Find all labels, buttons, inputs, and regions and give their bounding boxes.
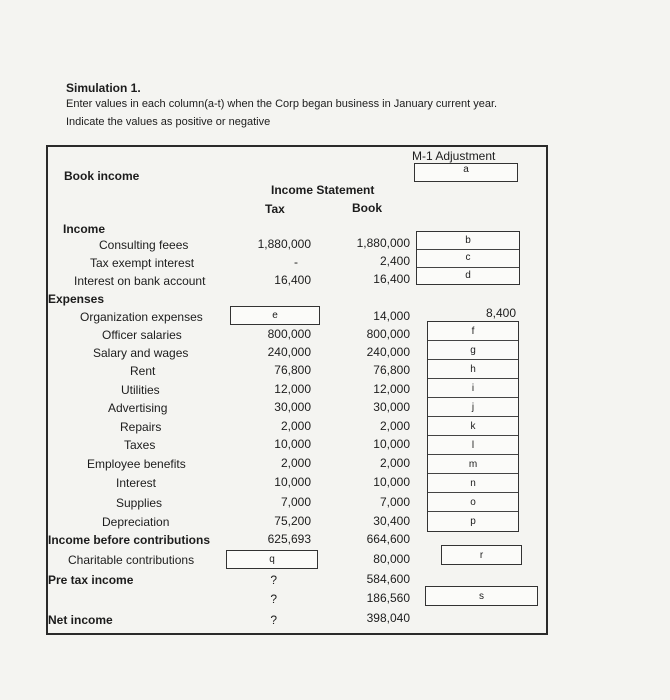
m1-box-r-letter: r [479, 549, 484, 561]
book-charitable: 80,000 [373, 552, 410, 566]
m1-organization-adjustment: 8,400 [485, 306, 516, 320]
income-section-label: Income [63, 222, 106, 236]
book-rent: 76,800 [373, 363, 410, 377]
income-statement-header: Income Statement [271, 183, 375, 197]
tax-depreciation: 75,200 [274, 514, 311, 528]
tax-taxes: 10,000 [274, 437, 311, 451]
m1-box-p[interactable]: p [470, 516, 476, 527]
tax-income-before-contributions: 625,693 [267, 532, 311, 546]
tax-column-header: Tax [265, 202, 285, 216]
instruction-line-1: Enter values in each column(a-t) when the Corp began business in January current year. [66, 98, 498, 110]
book-net-income: 398,040 [366, 611, 410, 625]
tax-employee-benefits: 2,000 [280, 456, 311, 470]
book-supplies: 7,000 [379, 495, 410, 509]
row-label-pre-tax-income: Pre tax income [48, 573, 134, 587]
m1-box-g[interactable]: g [470, 345, 476, 356]
tax-repairs: 2,000 [280, 419, 311, 433]
book-consulting: 1,880,000 [356, 236, 410, 250]
m1-box-f[interactable]: f [471, 326, 475, 337]
row-label-supplies: Supplies [116, 496, 163, 510]
book-interest: 10,000 [373, 475, 410, 489]
tax-pre-tax-income: ? [270, 573, 277, 587]
book-organization: 14,000 [373, 309, 410, 323]
row-label-repairs: Repairs [120, 420, 162, 434]
expenses-section-label: Expenses [48, 292, 105, 306]
tax-officer-salaries: 800,000 [267, 327, 311, 341]
row-label-utilities: Utilities [121, 383, 160, 397]
m1-adjustment-header: M-1 Adjustment [412, 149, 496, 163]
m1-box-m[interactable]: m [468, 459, 478, 470]
m1-box-i[interactable]: i [471, 383, 475, 394]
tax-supplies: 7,000 [280, 495, 311, 509]
m1-box-j[interactable]: j [471, 402, 475, 413]
m1-box-b[interactable]: b [465, 235, 471, 247]
row-label-depreciation: Depreciation [102, 515, 170, 529]
m1-box-k[interactable]: k [470, 421, 476, 432]
tax-organization-letter: e [272, 310, 278, 321]
m1-box-o[interactable]: o [470, 497, 476, 508]
book-employee-benefits: 2,000 [379, 456, 410, 470]
tax-bank-interest: 16,400 [274, 273, 311, 287]
book-bank-interest: 16,400 [373, 272, 410, 286]
book-depreciation: 30,400 [373, 514, 410, 528]
tax-tax-exempt: - [294, 255, 298, 269]
row-label-income-before-contributions: Income before contributions [48, 533, 211, 547]
m1-box-a-letter: a [463, 164, 469, 175]
book-income-before-contributions: 664,600 [366, 532, 410, 546]
m1-box-c[interactable]: c [465, 252, 471, 264]
m1-box-s[interactable] [425, 586, 538, 606]
row-label-net-income: Net income [48, 613, 113, 627]
tax-advertising: 30,000 [274, 400, 311, 414]
tax-interest: 10,000 [274, 475, 311, 489]
simulation-title: Simulation 1. [66, 81, 141, 95]
tax-income-tax: ? [270, 592, 277, 606]
book-advertising: 30,000 [373, 400, 410, 414]
book-pre-tax-income: 584,600 [366, 572, 410, 586]
row-label-taxes: Taxes [124, 438, 156, 452]
m1-box-r[interactable] [441, 545, 522, 565]
row-label-charitable: Charitable contributions [68, 553, 195, 567]
row-label-consulting: Consulting feees [99, 238, 189, 252]
row-label-salary-wages: Salary and wages [93, 346, 189, 360]
row-label-bank-interest: Interest on bank account [74, 274, 206, 288]
tax-consulting: 1,880,000 [257, 237, 311, 251]
tax-rent: 76,800 [274, 363, 311, 377]
m1-box-group-bcd [416, 231, 520, 285]
m1-box-n[interactable]: n [470, 478, 476, 489]
tax-charitable-box-q[interactable] [226, 550, 318, 569]
m1-box-d[interactable]: d [465, 269, 471, 281]
row-label-advertising: Advertising [108, 401, 168, 415]
m1-box-group-f-p [427, 321, 519, 532]
row-label-employee-benefits: Employee benefits [87, 457, 186, 471]
row-label-organization: Organization expenses [80, 310, 203, 324]
tax-organization-box-e[interactable] [230, 306, 320, 325]
book-utilities: 12,000 [373, 382, 410, 396]
tax-charitable-letter: q [269, 554, 275, 565]
book-income-label: Book income [64, 169, 140, 183]
tax-utilities: 12,000 [274, 382, 311, 396]
book-taxes: 10,000 [373, 437, 410, 451]
book-repairs: 2,000 [379, 419, 410, 433]
m1-box-s-letter: s [479, 590, 484, 602]
m1-box-a[interactable] [414, 163, 518, 182]
instruction-line-2: Indicate the values as positive or negative [66, 116, 271, 128]
row-label-officer-salaries: Officer salaries [102, 328, 182, 342]
row-label-rent: Rent [130, 364, 156, 378]
row-label-interest: Interest [116, 476, 157, 490]
row-label-tax-exempt: Tax exempt interest [90, 256, 195, 270]
tax-salary-wages: 240,000 [267, 345, 311, 359]
m1-box-l[interactable]: l [471, 440, 475, 451]
book-column-header: Book [352, 201, 382, 215]
book-salary-wages: 240,000 [366, 345, 410, 359]
m1-box-h[interactable]: h [470, 364, 476, 375]
tax-net-income: ? [270, 613, 277, 627]
book-officer-salaries: 800,000 [366, 327, 410, 341]
book-tax-exempt: 2,400 [379, 254, 410, 268]
book-income-tax: 186,560 [366, 591, 410, 605]
